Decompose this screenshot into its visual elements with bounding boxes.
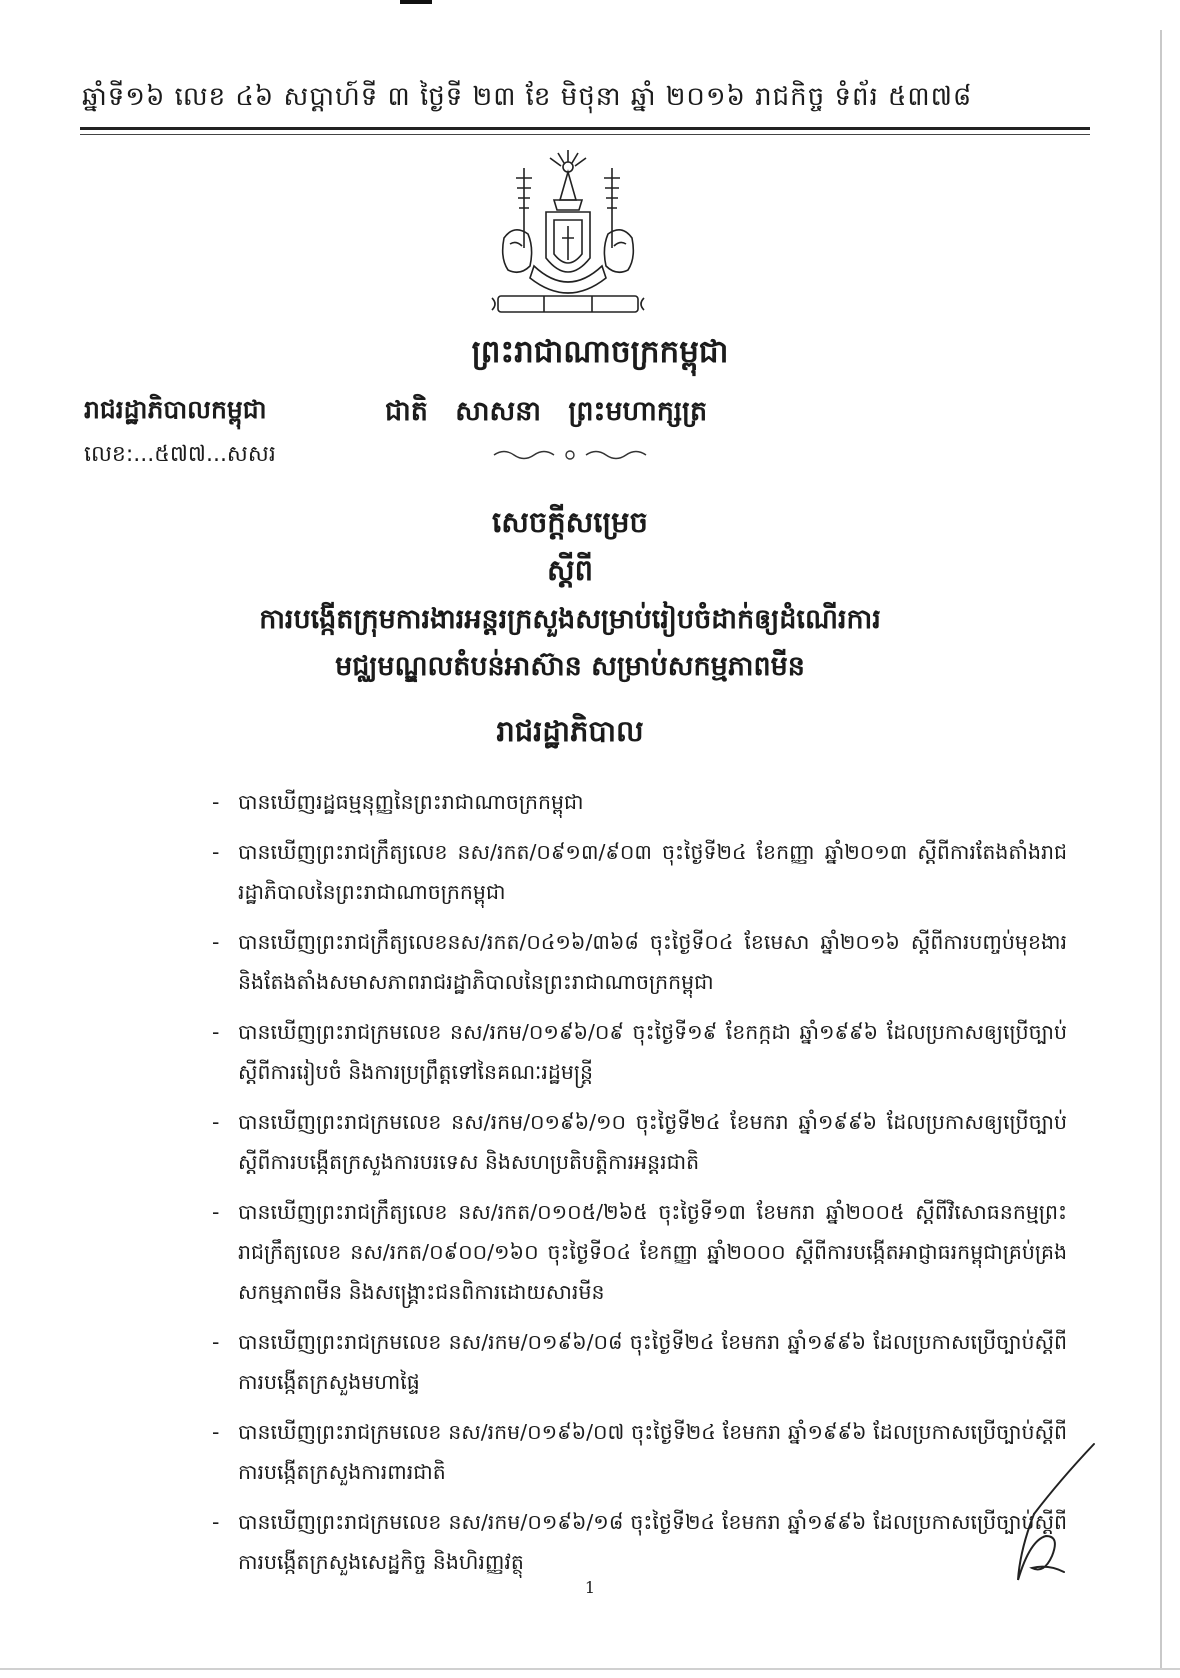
list-item bbox=[212, 1412, 1067, 1492]
list-item bbox=[212, 922, 1067, 1002]
reference-number: លេខ:...៥៧៧...សសរ bbox=[84, 442, 276, 467]
bullet-dash: - bbox=[212, 1510, 220, 1534]
list-item bbox=[212, 1322, 1067, 1402]
bullet-dash: - bbox=[212, 1420, 220, 1444]
bullet-dash: - bbox=[212, 1330, 220, 1354]
document-type: សេចក្តីសម្រេច bbox=[492, 505, 648, 539]
scan-edge-right bbox=[1160, 30, 1162, 1670]
title-line-1: ការបង្កើតក្រុមការងារអន្តរក្រសួងសម្រាប់រៀបចំដាក់ឲ្យដំណើរការ bbox=[259, 604, 881, 635]
government-heading: រាជរដ្ឋាភិបាល bbox=[496, 714, 644, 748]
kingdom-title: ព្រះរាជាណាចក្រកម្ពុជា bbox=[471, 334, 729, 370]
issuing-government: រាជរដ្ឋាភិបាលកម្ពុជា bbox=[84, 395, 267, 424]
bullet-dash: - bbox=[212, 1020, 220, 1044]
list-item bbox=[212, 1192, 1067, 1312]
bullet-dash: - bbox=[212, 930, 220, 954]
list-item-text: បានឃើញព្រះរាជក្រមលេខ នស/រកម/០១៩៦/១០ ចុះថ្ងៃទី២៤ ខែមករា ឆ្នាំ១៩៩៦ ដែលប្រកាសឲ្យប្រើច្បាប់ស្តីពីការបង្កើតក្រសួងការបរទេស និងសហប្រតិបត្តិការអន្តរជាតិ bbox=[238, 1110, 1067, 1174]
list-item bbox=[212, 832, 1067, 912]
gazette-header: ឆ្នាំទី១៦ លេខ ៤៦ សប្តាហ៍ទី ៣ ថ្ងៃទី ២៣ ខែ មិថុនា ឆ្នាំ ២០១៦ រាជកិច្ច ទំព័រ ៥៣៧៨ bbox=[82, 82, 973, 112]
header-rule bbox=[80, 127, 1090, 135]
list-item-text: បានឃើញព្រះរាជក្រមលេខ នស/រកម/០១៩៦/០៨ ចុះថ្ងៃទី២៤ ខែមករា ឆ្នាំ១៩៩៦ ដែលប្រកាសប្រើច្បាប់ស្តីពីការបង្កើតក្រសួងមហាផ្ទៃ bbox=[238, 1330, 1067, 1394]
list-item-text: បានឃើញព្រះរាជក្រឹត្យលេខនស/រកត/០៤១៦/៣៦៨ ចុះថ្ងៃទី០៤ ខែមេសា ឆ្នាំ២០១៦ ស្តីពីការបញ្ចប់មុខងារ និងតែងតាំងសមាសភាពរាជរដ្ឋាភិបាលនៃព្រះរាជាណាចក្រកម្ពុជា bbox=[238, 930, 1067, 994]
title-on: ស្តីពី bbox=[546, 553, 594, 587]
list-item-text: បានឃើញព្រះរាជក្រឹត្យលេខ នស/រកត/០៩១៣/៩០៣ ចុះថ្ងៃទី២៤ ខែកញ្ញា ឆ្នាំ២០១៣ ស្តីពីការតែងតាំងរាជរដ្ឋាភិបាលនៃព្រះរាជាណាចក្រកម្ពុជា bbox=[238, 840, 1067, 904]
national-motto: ជាតិ សាសនា ព្រះមហាក្សត្រ bbox=[385, 396, 708, 427]
list-item bbox=[212, 1502, 1067, 1582]
handwritten-initial bbox=[990, 1440, 1100, 1590]
list-item bbox=[212, 1102, 1067, 1182]
bullet-dash: - bbox=[212, 1200, 220, 1224]
scan-edge-bottom bbox=[0, 1668, 1180, 1670]
list-item-text: បានឃើញរដ្ឋធម្មនុញ្ញនៃព្រះរាជាណាចក្រកម្ពុជា bbox=[238, 790, 584, 814]
scan-mark bbox=[400, 0, 432, 4]
list-item-text: បានឃើញព្រះរាជក្រមលេខ នស/រកម/០១៩៦/០៧ ចុះថ្ងៃទី២៤ ខែមករា ឆ្នាំ១៩៩៦ ដែលប្រកាសប្រើច្បាប់ស្តីពីការបង្កើតក្រសួងការពារជាតិ bbox=[238, 1420, 1067, 1484]
list-item-text: បានឃើញព្រះរាជក្រមលេខ នស/រកម/០១៩៦/០៩ ចុះថ្ងៃទី១៩ ខែកក្កដា ឆ្នាំ១៩៩៦ ដែលប្រកាសឲ្យប្រើច្បាប់ស្តីពីការរៀបចំ និងការប្រព្រឹត្តទៅនៃគណៈរដ្ឋមន្ត្រី bbox=[238, 1020, 1067, 1084]
title-line-2: មជ្ឈមណ្ឌលតំបន់អាស៊ាន សម្រាប់សកម្មភាពមីន bbox=[335, 651, 805, 682]
page-number: 1 bbox=[584, 1578, 596, 1597]
list-item-text: បានឃើញព្រះរាជក្រមលេខ នស/រកម/០១៩៦/១៨ ចុះថ្ងៃទី២៤ ខែមករា ឆ្នាំ១៩៩៦ ដែលប្រកាសប្រើច្បាប់ស្តីពីការបង្កើតក្រសួងសេដ្ឋកិច្ច និងហិរញ្ញវត្ថុ bbox=[238, 1510, 1067, 1574]
bullet-dash: - bbox=[212, 840, 220, 864]
considerations-list bbox=[212, 782, 1067, 1592]
decorative-ornament bbox=[490, 448, 650, 462]
bullet-dash: - bbox=[212, 1110, 220, 1134]
list-item bbox=[212, 1012, 1067, 1092]
list-item bbox=[212, 782, 1067, 822]
bullet-dash: - bbox=[212, 790, 220, 814]
list-item-text: បានឃើញព្រះរាជក្រឹត្យលេខ នស/រកត/០១០៥/២៦៥ ចុះថ្ងៃទី១៣ ខែមករា ឆ្នាំ២០០៥ ស្តីពីវិសោធនកម្មព្រះរាជក្រឹត្យលេខ នស/រកត/០៩០០/១៦០ ចុះថ្ងៃទី០៤ ខែកញ្ញា ឆ្នាំ២០០០ ស្តីពីការបង្កើតអាជ្ញាធរកម្ពុជាគ្រប់គ្រងសកម្មភាពមីន និងសង្គ្រោះជនពិការដោយសារមីន bbox=[238, 1200, 1067, 1304]
royal-arms-emblem bbox=[484, 148, 652, 326]
